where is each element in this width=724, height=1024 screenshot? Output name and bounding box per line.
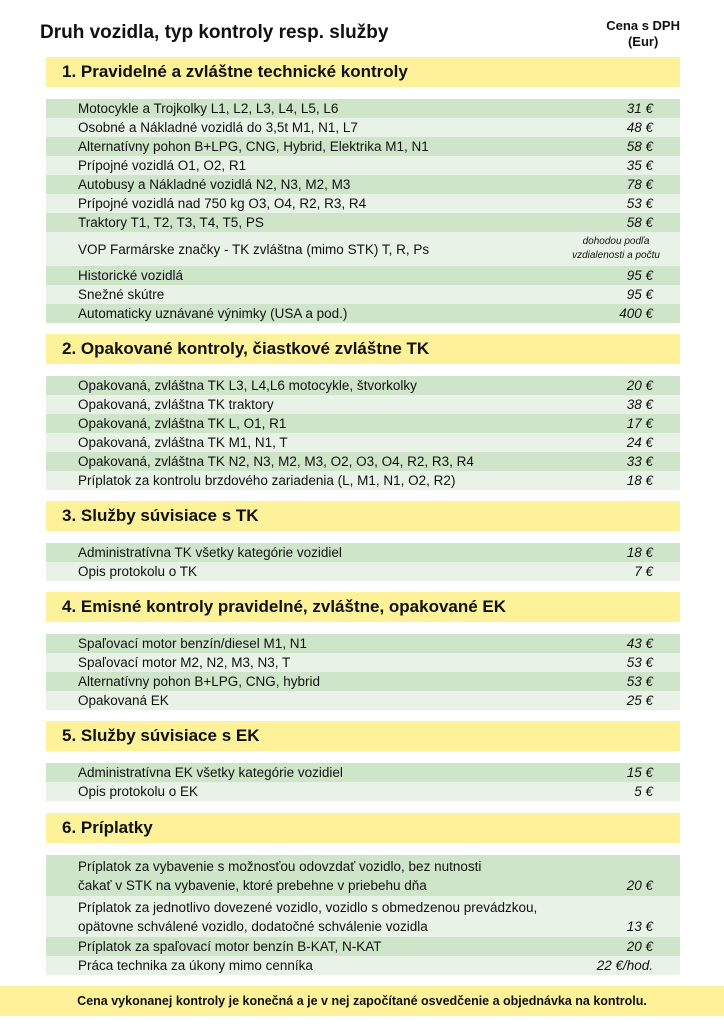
row-label: Príplatok za kontrolu brzdového zariadenia (L, M1, N1, O2, R2): [78, 473, 456, 488]
table-row: [46, 175, 680, 194]
section-title: 5. Služby súvisiace s EK: [46, 721, 680, 751]
row-price: 35 €: [626, 158, 653, 173]
section-title: 4. Emisné kontroly pravidelné, zvláštne, opakované EK: [46, 592, 680, 622]
row-price: 400 €: [619, 306, 653, 321]
row-price: 22 €/hod.: [596, 958, 653, 973]
row-label: VOP Farmárske značky - TK zvláštna (mimo STK) T, R, Ps: [78, 241, 430, 257]
row-label-line1: Príplatok za vybavenie s možnosťou odovzdať vozidlo, bez nutnosti: [78, 858, 482, 874]
table-row: [46, 194, 680, 213]
table-row: [46, 118, 680, 137]
row-label-line1: Príplatok za jednotlivo dovezené vozidlo, vozidlo s obmedzenou prevádzkou,: [78, 899, 538, 915]
row-label: Administratívna TK všetky kategórie vozidiel: [78, 545, 342, 560]
row-price-note: [557, 235, 675, 263]
row-label: Osobné a Nákladné vozidlá do 3,5t M1, N1, L7: [78, 120, 358, 135]
row-label: Opakovaná, zvláštna TK N2, N3, M2, M3, O2, O3, O4, R2, R3, R4: [78, 454, 474, 469]
row-price: 15 €: [626, 765, 653, 780]
table-row: [46, 304, 680, 323]
row-label: Automaticky uznávané výnimky (USA a pod.): [78, 306, 348, 321]
row-label: [78, 898, 537, 936]
price-note-line2: vzdialenosti a počtu: [572, 250, 660, 261]
row-price: 53 €: [626, 674, 653, 689]
table-row: [46, 634, 680, 653]
price-note-line1: dohodou podľa: [582, 236, 650, 247]
price-column-header: [606, 18, 680, 50]
table-row: [46, 156, 680, 175]
row-price: 58 €: [626, 139, 653, 154]
table-row: [46, 956, 680, 975]
row-price: 53 €: [626, 655, 653, 670]
section-title: 2. Opakované kontroly, čiastkové zvláštne TK: [46, 334, 680, 364]
row-label: Autobusy a Nákladné vozidlá N2, N3, M2, M3: [78, 177, 351, 192]
price-list: [46, 543, 680, 581]
table-row: [46, 543, 680, 562]
row-label: Opakovaná EK: [78, 693, 169, 708]
row-label: Opis protokolu o EK: [78, 784, 199, 799]
table-row: [46, 452, 680, 471]
row-price: 24 €: [626, 435, 653, 450]
row-label: Motocykle a Trojkolky L1, L2, L3, L4, L5, L6: [78, 101, 339, 116]
table-row: [46, 763, 680, 782]
row-label: Administratívna EK všetky kategórie vozidiel: [78, 765, 343, 780]
row-price: 20 €: [626, 378, 653, 393]
row-price: 20 €: [626, 939, 653, 954]
table-row: [46, 672, 680, 691]
section-3: [46, 501, 680, 581]
row-price: 33 €: [626, 454, 653, 469]
row-label: Práca technika za úkony mimo cenníka: [78, 958, 313, 973]
row-price: 5 €: [634, 784, 653, 799]
table-row: [46, 213, 680, 232]
price-header-line2: (Eur): [627, 34, 659, 49]
table-row: [46, 471, 680, 490]
table-row: [46, 691, 680, 710]
page-header: [40, 18, 684, 58]
row-label: Spaľovací motor M2, N2, M3, N3, T: [78, 655, 291, 670]
row-price: 78 €: [626, 177, 653, 192]
row-price: 13 €: [626, 919, 653, 934]
row-price: 18 €: [626, 473, 653, 488]
table-row: [46, 266, 680, 285]
row-price: 7 €: [634, 564, 653, 579]
section-2: [46, 334, 680, 490]
row-label: Príplatok za spaľovací motor benzín B-KAT, N-KAT: [78, 939, 382, 954]
row-label: Opis protokolu o TK: [78, 564, 198, 579]
table-row: [46, 285, 680, 304]
row-label: Traktory T1, T2, T3, T4, T5, PS: [78, 215, 264, 230]
row-label: [78, 857, 481, 895]
row-label: Opakovaná, zvláštna TK L3, L4,L6 motocykle, štvorkolky: [78, 378, 417, 393]
page-title: Druh vozidla, typ kontroly resp. služby: [40, 22, 389, 43]
price-list: [46, 634, 680, 710]
row-price: 95 €: [626, 268, 653, 283]
row-price: 18 €: [626, 545, 653, 560]
table-row: [46, 896, 680, 937]
table-row: [46, 414, 680, 433]
price-list: [46, 763, 680, 801]
price-header-line1: Cena s DPH: [606, 18, 680, 33]
row-price: 20 €: [626, 878, 653, 893]
row-price: 25 €: [626, 693, 653, 708]
row-label: Prípojné vozidlá nad 750 kg O3, O4, R2, R3, R4: [78, 196, 367, 211]
table-row: [46, 433, 680, 452]
table-row: [46, 232, 680, 266]
table-row: [46, 937, 680, 956]
price-list: [46, 99, 680, 323]
section-title: 6. Príplatky: [46, 813, 680, 843]
table-row: [46, 99, 680, 118]
price-list: [46, 855, 680, 975]
table-row: [46, 395, 680, 414]
table-row: [46, 782, 680, 801]
row-price: 58 €: [626, 215, 653, 230]
footer-note: Cena vykonanej kontroly je konečná a je v nej započítané osvedčenie a objednávka na kontrolu.: [0, 986, 724, 1016]
row-price: 38 €: [626, 397, 653, 412]
row-label: Historické vozidlá: [78, 268, 184, 283]
section-6: [46, 813, 680, 975]
section-5: [46, 721, 680, 801]
row-label: Snežné skútre: [78, 287, 165, 302]
row-price: 95 €: [626, 287, 653, 302]
row-label: Prípojné vozidlá O1, O2, R1: [78, 158, 247, 173]
row-price: 17 €: [626, 416, 653, 431]
table-row: [46, 376, 680, 395]
row-label-line2: opätovne schválené vozidlo, dodatočné schválenie vozidla: [78, 918, 428, 934]
row-label: Opakovaná, zvláštna TK L, O1, R1: [78, 416, 287, 431]
row-price: 48 €: [626, 120, 653, 135]
row-label: Opakovaná, zvláštna TK traktory: [78, 397, 274, 412]
section-4: [46, 592, 680, 710]
price-list: [46, 376, 680, 490]
row-label-line2: čakať v STK na vybavenie, ktoré prebehne v priebehu dňa: [78, 877, 427, 893]
table-row: [46, 653, 680, 672]
row-price: 31 €: [626, 101, 653, 116]
section-title: 3. Služby súvisiace s TK: [46, 501, 680, 531]
row-price: 53 €: [626, 196, 653, 211]
section-title: 1. Pravidelné a zvláštne technické kontroly: [46, 57, 680, 87]
row-label: Spaľovací motor benzín/diesel M1, N1: [78, 636, 308, 651]
table-row: [46, 855, 680, 896]
row-price: 43 €: [626, 636, 653, 651]
table-row: [46, 562, 680, 581]
row-label: Alternatívny pohon B+LPG, CNG, hybrid: [78, 674, 320, 689]
table-row: [46, 137, 680, 156]
row-label: Opakovaná, zvláštna TK M1, N1, T: [78, 435, 288, 450]
section-1: [46, 57, 680, 323]
row-label: Alternatívny pohon B+LPG, CNG, Hybrid, Elektrika M1, N1: [78, 139, 429, 154]
